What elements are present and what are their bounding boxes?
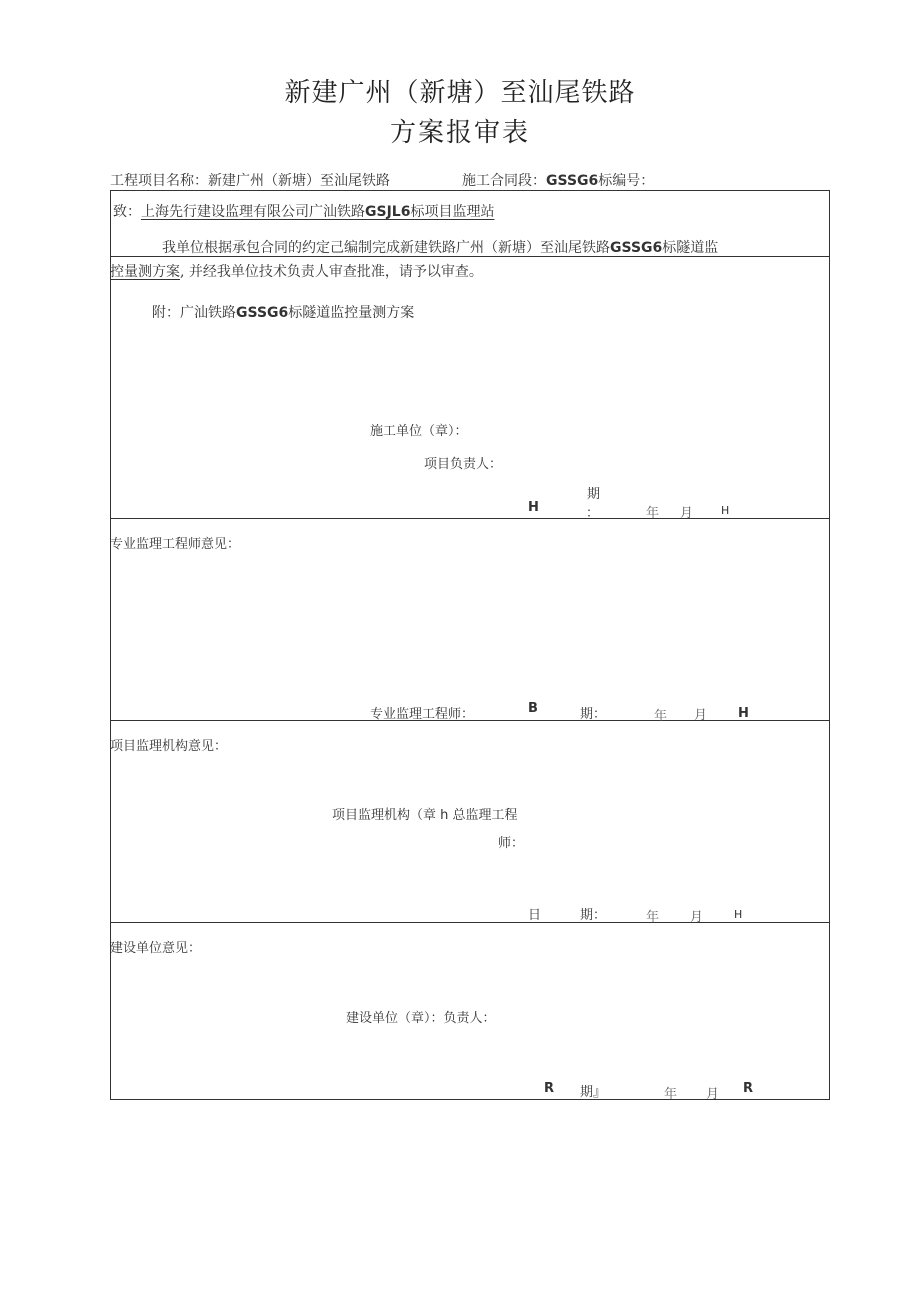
- contractor-unit-label: 施工单位（章）：: [370, 424, 468, 439]
- form-table: [110, 190, 830, 1100]
- date-char: H: [528, 500, 539, 515]
- body-line-1: 我单位根据承包合同的约定己编制完成新建铁路广州（新塘）至汕尾铁路GSSG6标隧道监: [162, 240, 719, 256]
- contract-section: [462, 170, 654, 190]
- project-name-label: 工程项目名称：新建广州（新塘）至汕尾铁路: [110, 173, 390, 189]
- agency-signer-label-cont: 师：: [498, 836, 525, 851]
- date-char: R: [544, 1081, 555, 1096]
- row-divider: [110, 518, 830, 519]
- row-divider: [110, 922, 830, 923]
- recipient-prefix: 致：: [113, 204, 141, 220]
- date-char: 期：: [580, 908, 607, 923]
- attachment-line: 附：广汕铁路GSSG6标隧道监控量测方案: [152, 305, 415, 321]
- date-char: 期：: [580, 707, 607, 722]
- day-char: H: [721, 504, 730, 517]
- contract-label: 施工合同段：: [462, 173, 546, 189]
- body-line-2: 控量测方案, 并经我单位技术负责人审查批准，请予以审查。: [110, 264, 483, 280]
- project-manager-label: 项目负责人：: [424, 457, 503, 472]
- contract-code: GSSG6: [546, 173, 599, 189]
- year-label: 年: [664, 1087, 678, 1102]
- year-label: 年: [646, 910, 660, 925]
- month-label: 月: [680, 506, 694, 521]
- page-title: 新建广州（新塘）至汕尾铁路: [284, 78, 636, 108]
- agency-opinion-heading: 项目监理机构意见：: [110, 739, 228, 754]
- day-char: R: [743, 1081, 754, 1096]
- month-label: 月: [694, 708, 708, 723]
- date-colon: ：: [586, 506, 600, 521]
- day-char: H: [738, 706, 749, 721]
- engineer-opinion-heading: 专业监理工程师意见：: [110, 537, 241, 552]
- month-label: 月: [706, 1087, 720, 1102]
- date-char: 日: [528, 908, 542, 923]
- year-label: 年: [646, 506, 660, 521]
- date-char: 期: [587, 487, 601, 502]
- engineer-signer-label: 专业监理工程师：: [370, 707, 475, 722]
- day-char: H: [734, 908, 743, 921]
- month-label: 月: [690, 910, 704, 925]
- agency-signer-label: 项目监理机构（章 h 总监理工程: [332, 808, 518, 823]
- page-subtitle: 方案报审表: [389, 118, 530, 148]
- plan-name: 控量测方案: [110, 264, 180, 280]
- owner-signer-label: 建设单位（章）：负责人：: [346, 1011, 496, 1026]
- owner-opinion-heading: 建设单位意见：: [110, 941, 202, 956]
- date-char: 期』: [580, 1085, 607, 1100]
- date-char: B: [528, 701, 538, 716]
- recipient-line: [113, 201, 494, 221]
- serial-label: 标编号：: [598, 173, 655, 189]
- year-label: 年: [654, 709, 668, 724]
- recipient-name: 上海先行建设监理有限公司广汕铁路GSJL6标项目监理站: [141, 204, 495, 220]
